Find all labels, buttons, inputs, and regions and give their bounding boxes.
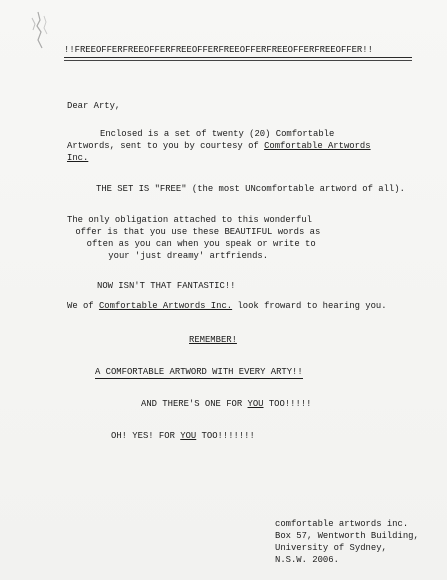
looking-forward-line bbox=[67, 300, 387, 312]
slogan-text: A COMFORTABLE ARTWORD WITH EVERY ARTY!! bbox=[95, 367, 303, 377]
fantastic-line: NOW ISN'T THAT FANTASTIC!! bbox=[97, 281, 236, 291]
one-for-you-line bbox=[141, 398, 311, 410]
you-underlined-2: YOU bbox=[180, 431, 197, 441]
obligation-line-3: often as you can when you speak or write to bbox=[76, 239, 316, 249]
address-line-3: University of Sydney, bbox=[275, 543, 387, 553]
looking-suffix: look froward to hearing you. bbox=[232, 301, 387, 311]
company-name-underlined-2: Comfortable Artwords Inc. bbox=[98, 301, 233, 311]
address-line-1: comfortable artwords inc. bbox=[275, 519, 409, 529]
intro-line-3: Inc. bbox=[67, 153, 89, 163]
oh-yes-line bbox=[111, 430, 255, 442]
intro-line-2 bbox=[67, 140, 371, 152]
looking-prefix: We of bbox=[67, 301, 99, 311]
free-offer-banner: !!FREEOFFERFREEOFFERFREEOFFERFREEOFFERFREEOFFERFREEOFFER!! bbox=[64, 45, 412, 58]
obligation-line-2: offer is that you use these BEAUTIFUL words as bbox=[70, 227, 321, 237]
slogan-line bbox=[95, 366, 303, 378]
remember-heading: REMEMBER! bbox=[189, 335, 237, 345]
address-line-2: Box 57, Wentworth Building, bbox=[275, 531, 419, 541]
free-set-line: THE SET IS "FREE" (the most UNcomfortable artword of all). bbox=[96, 184, 405, 194]
one-for-you-prefix: AND THERE'S ONE FOR bbox=[141, 399, 248, 409]
intro-line-2-text: Artwords, sent to you by courtesy of bbox=[67, 141, 265, 151]
banner-underline bbox=[64, 60, 412, 61]
salutation: Dear Arty, bbox=[67, 101, 121, 111]
ink-smudge-mark bbox=[26, 10, 52, 52]
one-for-you-suffix: TOO!!!!! bbox=[263, 399, 312, 409]
address-line-4: N.S.W. 2006. bbox=[275, 555, 339, 565]
intro-line-1: Enclosed is a set of twenty (20) Comfortable bbox=[100, 129, 335, 139]
oh-yes-prefix: OH! YES! FOR bbox=[111, 431, 181, 441]
you-underlined: YOU bbox=[247, 399, 264, 409]
obligation-line-1: The only obligation attached to this wonderful bbox=[67, 215, 312, 225]
obligation-line-4: your 'just dreamy' artfriends. bbox=[87, 251, 269, 261]
oh-yes-suffix: TOO!!!!!!! bbox=[196, 431, 255, 441]
company-name-underlined: Comfortable Artwords bbox=[264, 141, 371, 151]
